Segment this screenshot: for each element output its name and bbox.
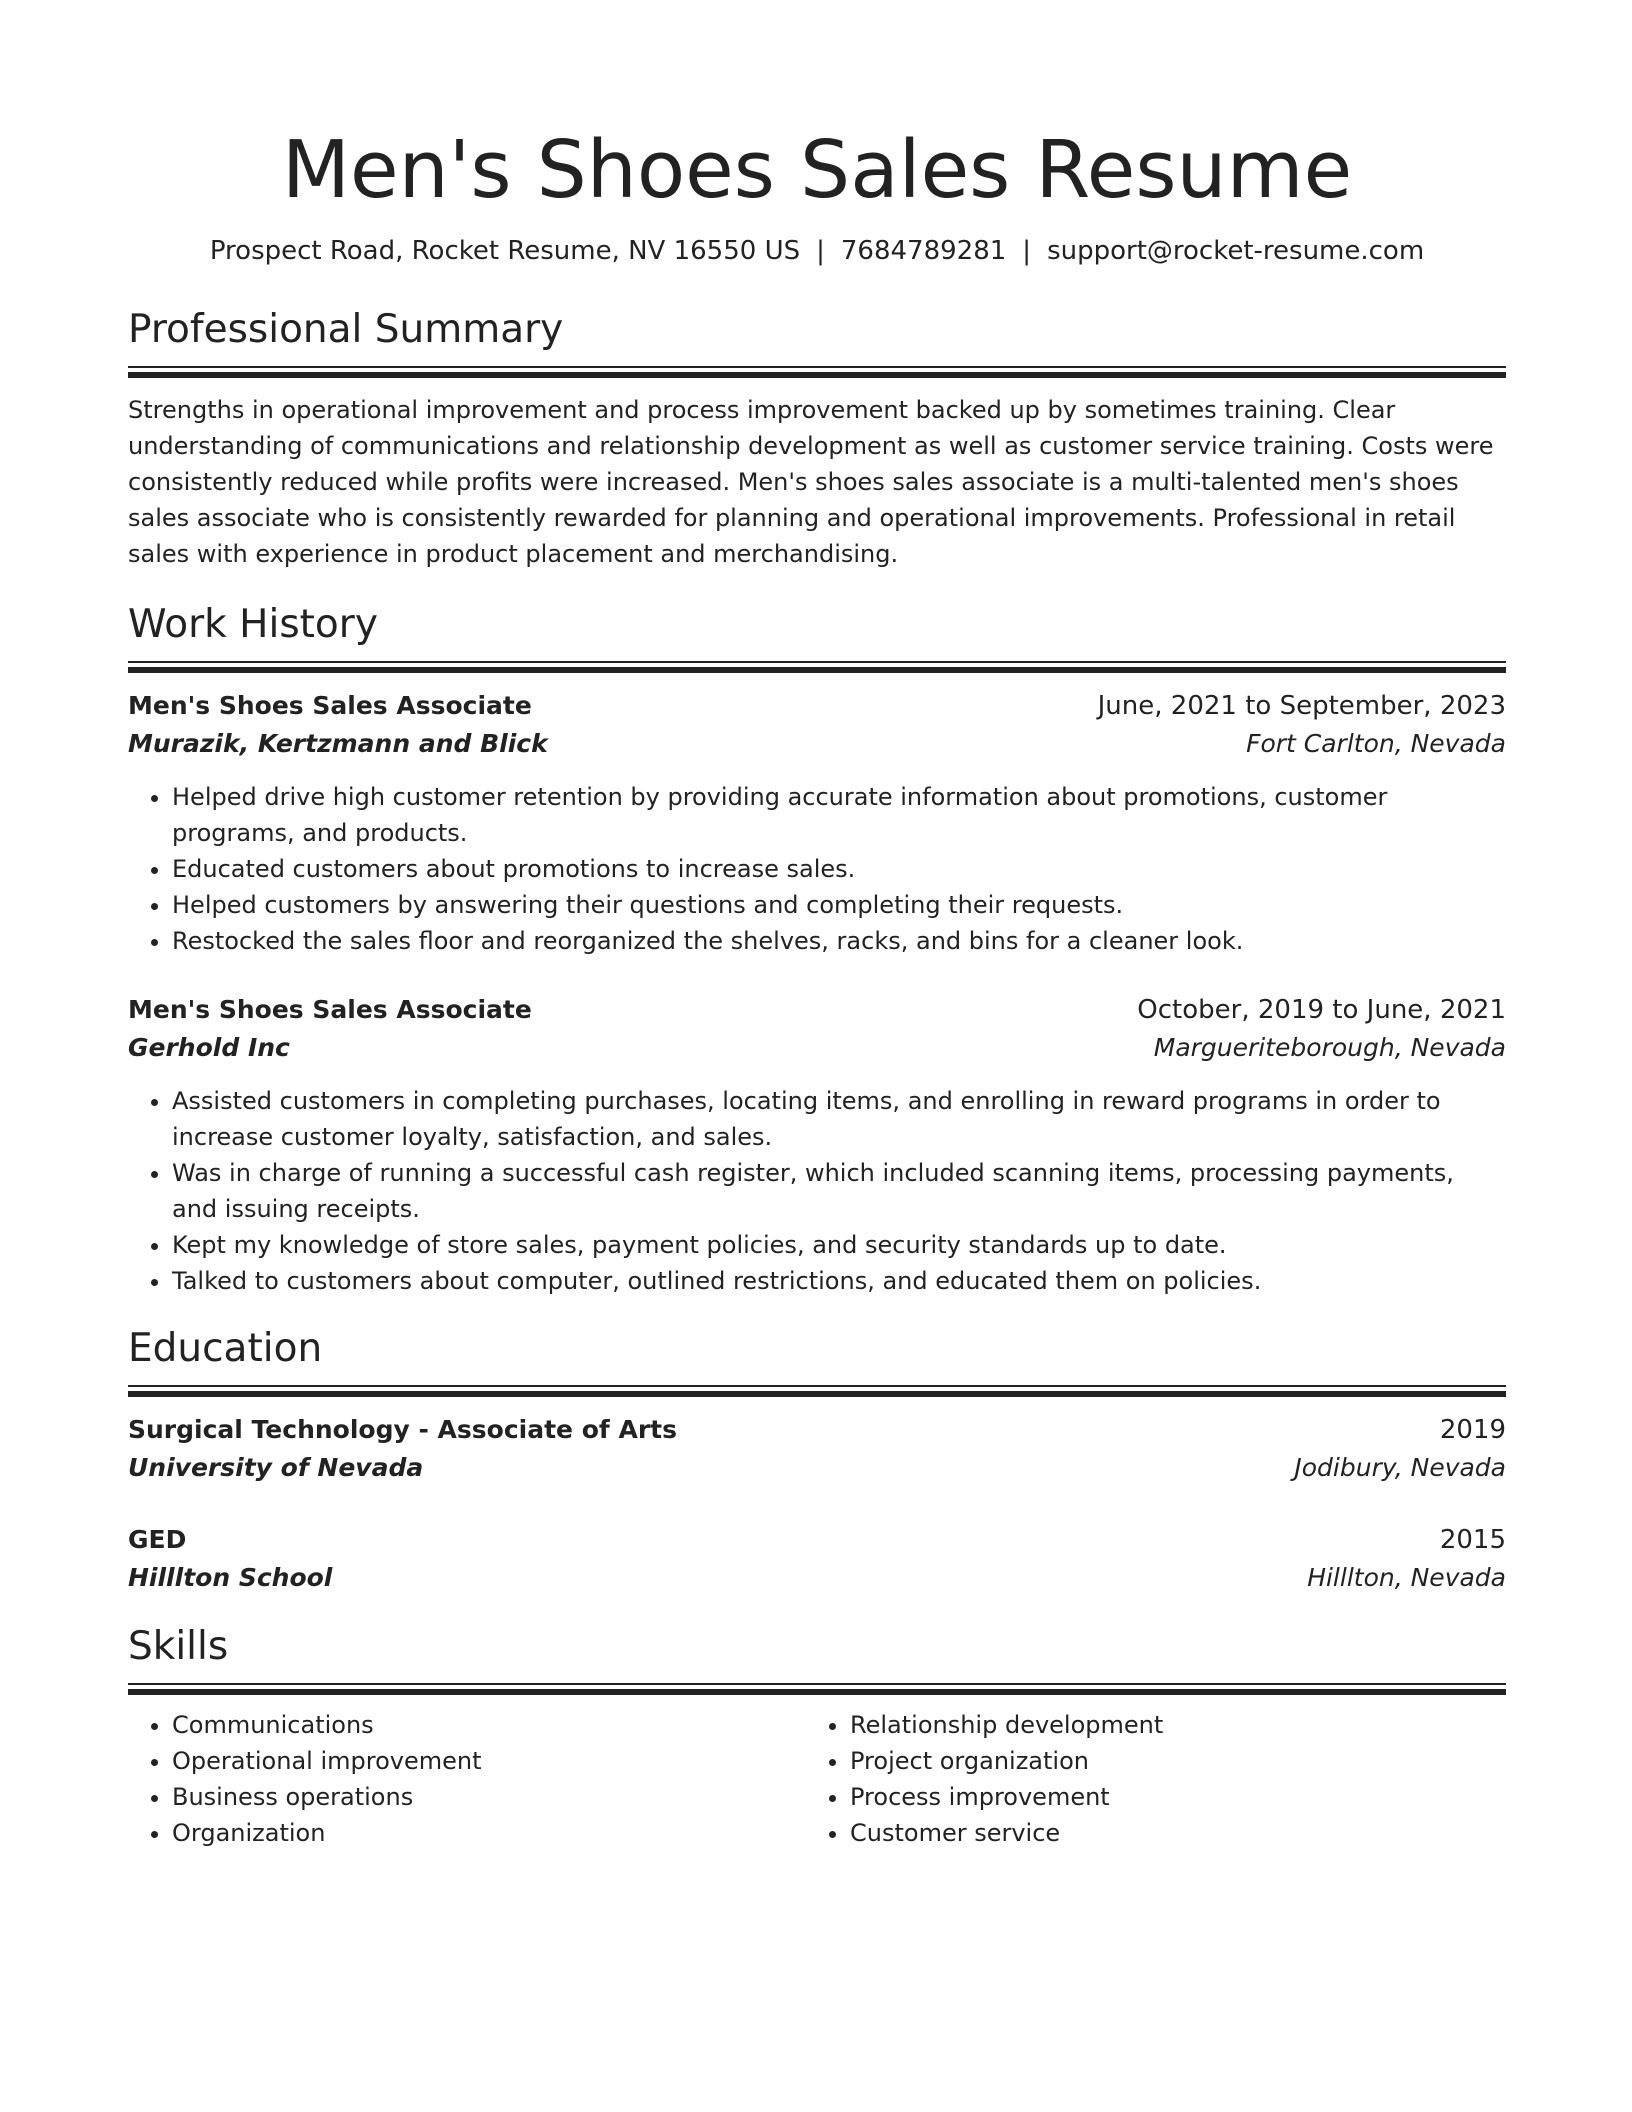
education-entry — [128, 1411, 1506, 1487]
resume-page — [128, 0, 1506, 1851]
summary-section — [128, 306, 1506, 572]
job-dates: June, 2021 to September, 2023 — [1097, 691, 1506, 721]
list-item: • Restocked the sales floor and reorganized the shelves, racks, and bins for a cleaner look. — [172, 923, 1506, 959]
summary-text: Strengths in operational improvement and process improvement backed up by sometimes training. Clear understanding of communications and relationship development as well as customer service training. Costs were consistently reduced while profits were increased. Men's shoes sales associate is a multi-talented men's shoes sales associate who is consistently rewarded for planning and operational improvements. Professional in retail sales with experience in product placement and merchandising. — [128, 396, 1494, 568]
contact-line — [128, 234, 1506, 268]
list-item: • Talked to customers about computer, outlined restrictions, and educated them on policies. — [172, 1263, 1506, 1299]
skills-section — [128, 1623, 1506, 1851]
skill-item: • Relationship development — [850, 1707, 1484, 1743]
degree: Surgical Technology - Associate of Arts — [128, 1415, 677, 1444]
job-dates: October, 2019 to June, 2021 — [1137, 995, 1506, 1025]
school-name: Hilllton School — [128, 1563, 333, 1592]
job-location: Margueriteborough, Nevada — [1153, 1033, 1506, 1062]
job-title: Men's Shoes Sales Associate — [128, 995, 532, 1024]
school-location: Jodibury, Nevada — [1294, 1453, 1506, 1482]
skills-grid — [128, 1707, 1506, 1851]
graduation-year: 2015 — [1439, 1525, 1506, 1555]
list-item: • Educated customers about promotions to increase sales. — [172, 851, 1506, 887]
skill-item: • Project organization — [850, 1743, 1484, 1779]
resume-title: Men's Shoes Sales Resume — [281, 124, 1353, 216]
section-title-summary: Professional Summary — [128, 307, 564, 352]
skills-column-right — [806, 1707, 1484, 1851]
company-name: Murazik, Kertzmann and Blick — [128, 729, 548, 758]
section-title-work: Work History — [128, 602, 378, 647]
separator: | — [816, 236, 825, 266]
section-divider — [128, 1683, 1506, 1695]
work-section — [128, 601, 1506, 1299]
job-title: Men's Shoes Sales Associate — [128, 691, 532, 720]
section-title-skills: Skills — [128, 1624, 229, 1669]
separator: | — [1022, 236, 1032, 266]
list-item: • Assisted customers in completing purchases, locating items, and enrolling in reward programs in order to increase customer loyalty, satisfaction, and sales. — [172, 1083, 1506, 1155]
section-divider — [128, 1385, 1506, 1397]
list-item: • Was in charge of running a successful cash register, which included scanning items, processing payments, and issuing receipts. — [172, 1155, 1506, 1227]
skill-item: • Business operations — [172, 1779, 806, 1815]
school-location: Hilllton, Nevada — [1307, 1563, 1506, 1592]
phone: 7684789281 — [840, 236, 1007, 266]
job-duties — [128, 1083, 1506, 1299]
list-item: • Helped customers by answering their questions and completing their requests. — [172, 887, 1506, 923]
skill-item: • Organization — [172, 1815, 806, 1851]
company-name: Gerhold Inc — [128, 1033, 290, 1062]
email: support@rocket-resume.com — [1047, 236, 1425, 266]
degree: GED — [128, 1525, 187, 1554]
section-title-education: Education — [128, 1326, 323, 1371]
education-section — [128, 1325, 1506, 1597]
skill-item: • Customer service — [850, 1815, 1484, 1851]
section-divider — [128, 366, 1506, 378]
job-location: Fort Carlton, Nevada — [1246, 729, 1506, 758]
skill-item: • Process improvement — [850, 1779, 1484, 1815]
list-item: • Kept my knowledge of store sales, payment policies, and security standards up to date. — [172, 1227, 1506, 1263]
job-entry — [128, 991, 1506, 1299]
job-duties — [128, 779, 1506, 959]
list-item: • Helped drive high customer retention by providing accurate information about promotions, customer programs, and products. — [172, 779, 1506, 851]
skill-item: • Operational improvement — [172, 1743, 806, 1779]
skill-item: • Communications — [172, 1707, 806, 1743]
job-entry — [128, 687, 1506, 959]
graduation-year: 2019 — [1439, 1415, 1506, 1445]
school-name: University of Nevada — [128, 1453, 424, 1482]
address: Prospect Road, Rocket Resume, NV 16550 US — [209, 236, 801, 266]
section-divider — [128, 661, 1506, 673]
skills-column-left — [128, 1707, 806, 1851]
education-entry — [128, 1521, 1506, 1597]
